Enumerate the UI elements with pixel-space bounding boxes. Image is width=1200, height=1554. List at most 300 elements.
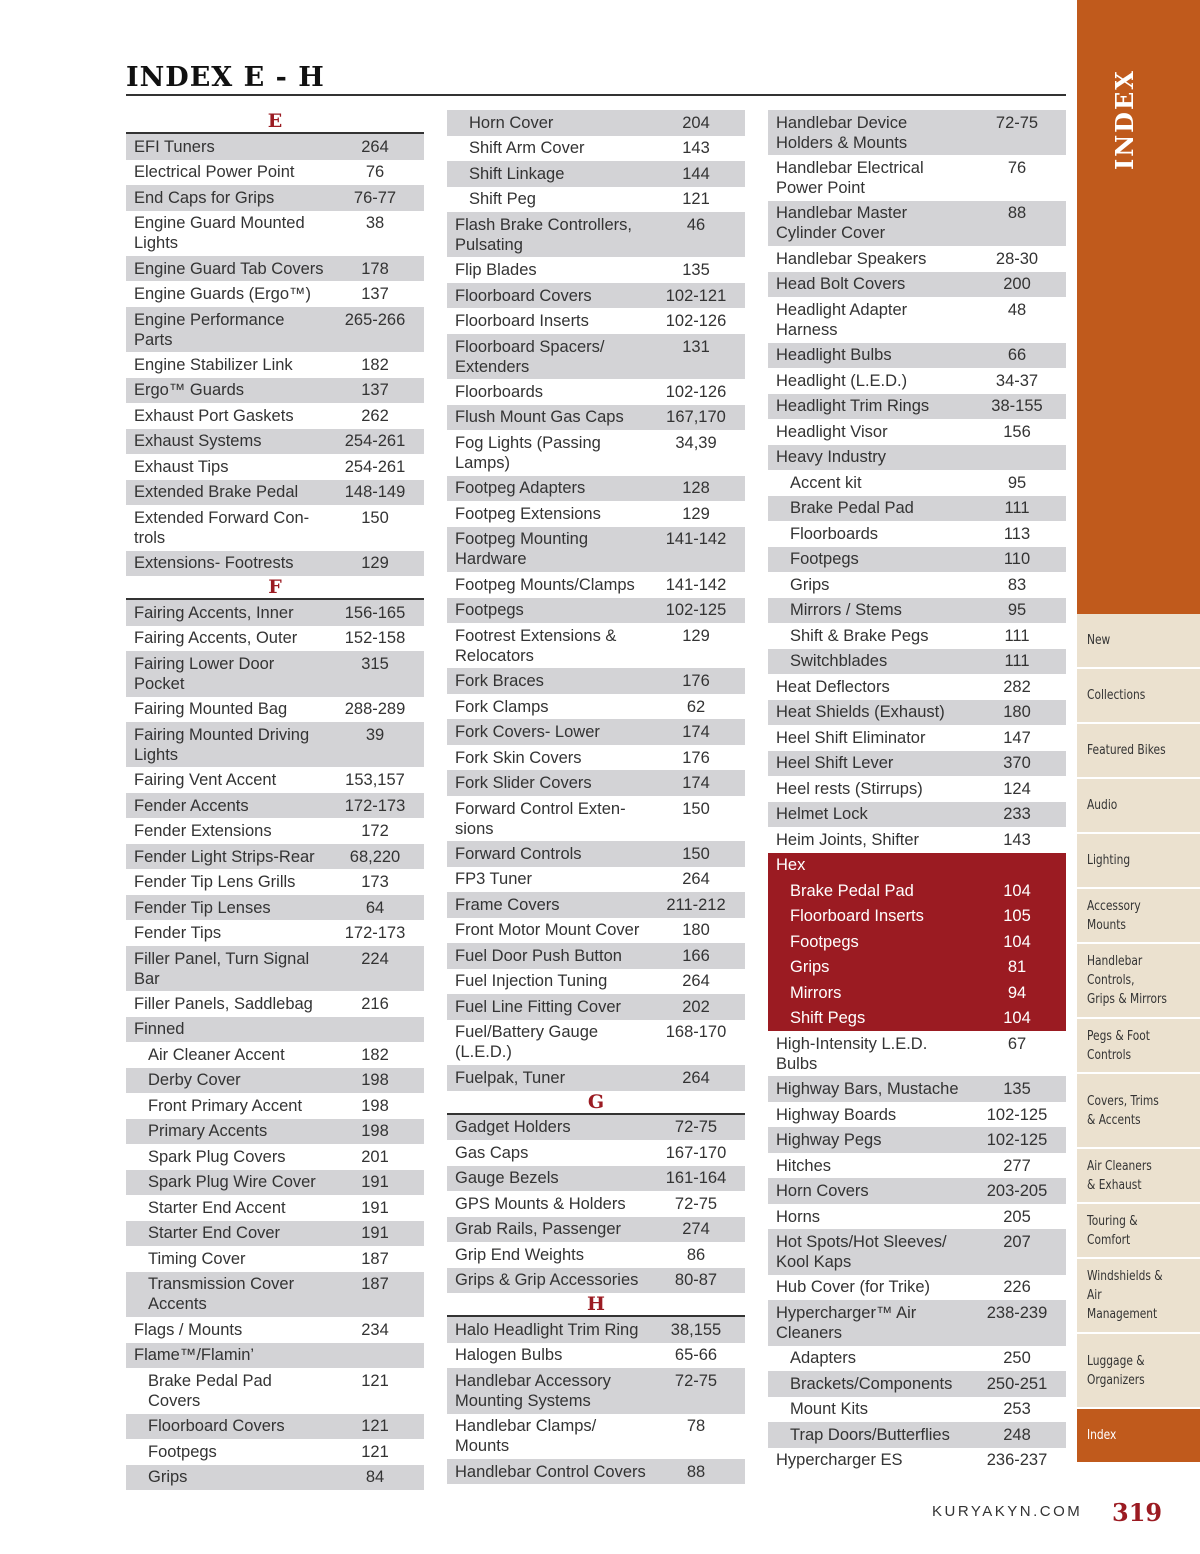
entry-name: Shift Pegs xyxy=(790,1009,866,1028)
index-entry[interactable] xyxy=(126,551,424,577)
entry-page: 144 xyxy=(682,164,710,183)
nav-item[interactable] xyxy=(1077,1409,1200,1464)
entry-name: Handlebar Clamps/ Mounts xyxy=(455,1417,597,1456)
index-entry[interactable] xyxy=(126,1068,424,1094)
entry-name: Derby Cover xyxy=(148,1071,241,1090)
entry-name: GPS Mounts & Holders xyxy=(455,1194,626,1213)
index-entry[interactable] xyxy=(768,1031,1066,1076)
index-entry[interactable] xyxy=(447,994,745,1020)
entry-name: Grip End Weights xyxy=(455,1245,585,1264)
entry-page: 111 xyxy=(1004,626,1030,645)
index-entry[interactable] xyxy=(768,1300,1066,1345)
index-entry[interactable] xyxy=(447,943,745,969)
index-column-1 xyxy=(126,110,424,1490)
index-entry[interactable] xyxy=(447,598,745,624)
index-entry[interactable] xyxy=(768,1153,1066,1179)
index-entry[interactable] xyxy=(768,470,1066,496)
entry-page: 83 xyxy=(1007,575,1027,594)
entry-page: 166 xyxy=(682,946,710,965)
entry-name: Grips & Grip Accessories xyxy=(455,1271,639,1290)
entry-name: Starter End Accent xyxy=(148,1198,286,1217)
entry-name: Handlebar Device Holders & Mounts xyxy=(776,113,908,152)
entry-name: Hex xyxy=(776,856,806,875)
nav-item-label: Windshields & Air Management xyxy=(1087,1269,1163,1322)
index-entry[interactable] xyxy=(447,1459,745,1485)
nav-item-label: Covers, Trims & Accents xyxy=(1087,1093,1159,1128)
nav-item[interactable] xyxy=(1077,614,1200,669)
nav-item[interactable] xyxy=(1077,724,1200,779)
index-entry[interactable] xyxy=(768,674,1066,700)
entry-name: Heat Deflectors xyxy=(776,677,890,696)
index-entry[interactable] xyxy=(768,1422,1066,1448)
entry-page: 68,220 xyxy=(349,847,401,866)
entry-page: 102-125 xyxy=(665,601,727,620)
entry-name: Brake Pedal Pad xyxy=(790,499,914,518)
entry-name: Fairing Accents, Outer xyxy=(134,629,298,648)
entry-name: Finned xyxy=(134,1020,185,1039)
index-entry[interactable] xyxy=(126,1465,424,1491)
entry-page: 121 xyxy=(682,190,710,209)
index-entry[interactable] xyxy=(447,841,745,867)
entry-name: Filler Panel, Turn Signal Bar xyxy=(134,949,310,988)
index-entry[interactable] xyxy=(447,1343,745,1369)
nav-item[interactable] xyxy=(1077,1334,1200,1409)
index-entry[interactable] xyxy=(126,1093,424,1119)
entry-name: Hypercharger ES xyxy=(776,1451,903,1470)
entry-name: Halo Headlight Trim Ring xyxy=(455,1320,639,1339)
entry-page: 104 xyxy=(1003,932,1031,951)
index-entry[interactable] xyxy=(447,110,745,136)
index-entry[interactable] xyxy=(447,918,745,944)
entry-page: 264 xyxy=(361,137,389,156)
index-entry[interactable] xyxy=(126,403,424,429)
entry-name: Horns xyxy=(776,1207,821,1226)
index-entry[interactable] xyxy=(768,201,1066,246)
index-entry[interactable] xyxy=(447,1414,745,1459)
index-entry[interactable] xyxy=(126,1195,424,1221)
index-entry[interactable] xyxy=(447,334,745,379)
entry-page: 76 xyxy=(1007,159,1027,178)
index-entry[interactable] xyxy=(768,1178,1066,1204)
index-entry[interactable] xyxy=(126,920,424,946)
entry-page: 64 xyxy=(365,898,385,917)
index-entry[interactable] xyxy=(126,1246,424,1272)
entry-name: Engine Guard Mounted Lights xyxy=(134,214,305,253)
index-entry[interactable] xyxy=(447,476,745,502)
index-entry[interactable] xyxy=(768,1127,1066,1153)
index-entry[interactable] xyxy=(447,1115,745,1141)
entry-name: Handlebar Accessory Mounting Systems xyxy=(455,1371,611,1410)
entry-name: Fairing Mounted Driving Lights xyxy=(134,725,310,764)
entry-page: 38-155 xyxy=(991,397,1043,416)
entry-name: Shift Linkage xyxy=(469,164,565,183)
index-entry[interactable] xyxy=(126,895,424,921)
index-entry[interactable] xyxy=(768,853,1066,879)
index-entry[interactable] xyxy=(447,1065,745,1091)
entry-name: Accent kit xyxy=(790,473,862,492)
nav-item[interactable] xyxy=(1077,1149,1200,1204)
index-entry[interactable] xyxy=(447,405,745,431)
index-entry[interactable] xyxy=(768,155,1066,200)
nav-item[interactable] xyxy=(1077,1074,1200,1149)
entry-page: 180 xyxy=(1003,703,1031,722)
entry-name: Mirrors xyxy=(790,983,842,1002)
index-entry[interactable] xyxy=(126,160,424,186)
index-entry[interactable] xyxy=(126,1272,424,1317)
index-entry[interactable] xyxy=(447,1268,745,1294)
entry-name: Headlight Bulbs xyxy=(776,346,892,365)
index-entry[interactable] xyxy=(447,694,745,720)
entry-page: 72-75 xyxy=(674,1371,718,1390)
nav-item[interactable] xyxy=(1077,1019,1200,1074)
entry-page: 167-170 xyxy=(665,1143,727,1162)
entry-name: EFI Tuners xyxy=(134,137,215,156)
index-entry[interactable] xyxy=(768,496,1066,522)
index-entry[interactable] xyxy=(126,651,424,696)
index-entry[interactable] xyxy=(126,600,424,626)
nav-item[interactable] xyxy=(1077,834,1200,889)
entry-page: 262 xyxy=(361,406,389,425)
index-entry[interactable] xyxy=(447,1217,745,1243)
entry-page: 187 xyxy=(361,1275,389,1294)
entry-page: 201 xyxy=(361,1147,389,1166)
index-entry[interactable] xyxy=(126,1017,424,1043)
section-nav xyxy=(1077,614,1200,1464)
index-entry[interactable] xyxy=(126,1317,424,1343)
letter-heading: G xyxy=(447,1091,745,1115)
entry-page: 129 xyxy=(682,626,710,645)
entry-page: 102-121 xyxy=(665,286,727,305)
index-entry[interactable] xyxy=(126,1119,424,1145)
entry-page: 200 xyxy=(1003,275,1031,294)
entry-name: FP3 Tuner xyxy=(455,870,533,889)
entry-name: Footpeg Adapters xyxy=(455,479,586,498)
nav-item-label: Accessory Mounts xyxy=(1087,898,1141,933)
index-entry[interactable] xyxy=(768,368,1066,394)
entry-page: 76-77 xyxy=(353,188,397,207)
index-entry[interactable] xyxy=(768,878,1066,904)
entry-name: Fork Slider Covers xyxy=(455,774,592,793)
index-entry[interactable] xyxy=(126,697,424,723)
entry-page: 113 xyxy=(1003,524,1031,543)
index-entry[interactable] xyxy=(126,991,424,1017)
index-entry[interactable] xyxy=(447,161,745,187)
index-entry[interactable] xyxy=(768,1006,1066,1032)
index-entry[interactable] xyxy=(126,1368,424,1413)
entry-page: 38,155 xyxy=(670,1320,722,1339)
index-entry[interactable] xyxy=(768,955,1066,981)
entry-name: Shift Peg xyxy=(469,190,536,209)
index-entry[interactable] xyxy=(768,1371,1066,1397)
index-entry[interactable] xyxy=(768,776,1066,802)
entry-page: 161-164 xyxy=(665,1169,727,1188)
entry-page: 226 xyxy=(1003,1278,1031,1297)
entry-name: Brake Pedal Pad xyxy=(790,881,914,900)
index-entry[interactable] xyxy=(768,1229,1066,1274)
index-entry[interactable] xyxy=(126,1042,424,1068)
index-entry[interactable] xyxy=(126,946,424,991)
index-entry[interactable] xyxy=(768,1448,1066,1474)
index-entry[interactable] xyxy=(447,430,745,475)
index-entry[interactable] xyxy=(447,527,745,572)
index-entry[interactable] xyxy=(768,110,1066,155)
index-entry[interactable] xyxy=(768,343,1066,369)
index-entry[interactable] xyxy=(126,844,424,870)
index-entry[interactable] xyxy=(126,1439,424,1465)
index-entry[interactable] xyxy=(768,1204,1066,1230)
index-entry[interactable] xyxy=(126,1414,424,1440)
index-entry[interactable] xyxy=(768,445,1066,471)
entry-name: Floorboards xyxy=(455,382,544,401)
entry-page: 38 xyxy=(365,214,385,233)
index-entry[interactable] xyxy=(768,929,1066,955)
entry-page: 111 xyxy=(1004,652,1030,671)
entry-page: 211-212 xyxy=(666,895,726,914)
entry-page: 173 xyxy=(361,873,389,892)
index-entry[interactable] xyxy=(768,649,1066,675)
index-entry[interactable] xyxy=(447,1242,745,1268)
entry-name: Gadget Holders xyxy=(455,1118,571,1137)
nav-item-label: Lighting xyxy=(1087,853,1131,868)
entry-name: Heel Shift Lever xyxy=(776,754,894,773)
index-entry[interactable] xyxy=(768,623,1066,649)
entry-name: Engine Performance Parts xyxy=(134,310,285,349)
index-entry[interactable] xyxy=(447,1368,745,1413)
entry-page: 143 xyxy=(1003,830,1031,849)
index-entry[interactable] xyxy=(126,1144,424,1170)
entry-name: Hot Spots/Hot Sleeves/ Kool Kaps xyxy=(776,1233,947,1272)
index-entry[interactable] xyxy=(768,802,1066,828)
entry-name: Footpegs xyxy=(455,601,524,620)
index-entry[interactable] xyxy=(447,283,745,309)
nav-item-label: Luggage & Organizers xyxy=(1087,1353,1145,1388)
index-entry[interactable] xyxy=(126,281,424,307)
index-entry[interactable] xyxy=(126,378,424,404)
entry-page: 198 xyxy=(361,1096,389,1115)
index-entry[interactable] xyxy=(126,429,424,455)
index-entry[interactable] xyxy=(447,623,745,668)
entry-page: 282 xyxy=(1003,677,1031,696)
entry-name: Grips xyxy=(790,575,830,594)
index-entry[interactable] xyxy=(768,827,1066,853)
entry-name: Footrest Extensions & Relocators xyxy=(455,626,617,665)
entry-name: Heat Shields (Exhaust) xyxy=(776,703,945,722)
entry-name: Horn Cover xyxy=(469,113,554,132)
entry-page: 102-126 xyxy=(665,382,727,401)
entry-page: 95 xyxy=(1007,601,1027,620)
entry-page: 172-173 xyxy=(344,924,406,943)
entry-name: Floorboard Inserts xyxy=(790,907,924,926)
entry-page: 180 xyxy=(682,921,710,940)
index-entry[interactable] xyxy=(126,352,424,378)
index-entry[interactable] xyxy=(447,501,745,527)
index-entry[interactable] xyxy=(126,869,424,895)
entry-name: Grab Rails, Passenger xyxy=(455,1220,621,1239)
index-entry[interactable] xyxy=(447,136,745,162)
entry-name: Headlight Trim Rings xyxy=(776,397,930,416)
entry-name: Fork Covers- Lower xyxy=(455,723,600,742)
entry-page: 248 xyxy=(1003,1425,1031,1444)
entry-page: 102-125 xyxy=(986,1131,1048,1150)
index-entry[interactable] xyxy=(768,246,1066,272)
index-entry[interactable] xyxy=(126,256,424,282)
entry-page: 203-205 xyxy=(986,1182,1048,1201)
nav-item[interactable] xyxy=(1077,889,1200,944)
entry-page: 46 xyxy=(686,215,706,234)
entry-page: 129 xyxy=(361,554,389,573)
index-entry[interactable] xyxy=(126,793,424,819)
index-entry[interactable] xyxy=(768,272,1066,298)
entry-page: 174 xyxy=(682,774,710,793)
index-entry[interactable] xyxy=(768,598,1066,624)
entry-page: 191 xyxy=(361,1198,389,1217)
entry-page: 111 xyxy=(1004,499,1030,518)
index-entry[interactable] xyxy=(126,307,424,352)
index-entry[interactable] xyxy=(768,297,1066,342)
entry-name: Fairing Vent Accent xyxy=(134,771,277,790)
index-entry[interactable] xyxy=(447,212,745,257)
index-entry[interactable] xyxy=(447,1140,745,1166)
entry-name: Footpegs xyxy=(790,932,859,951)
index-entry[interactable] xyxy=(768,547,1066,573)
entry-page: 233 xyxy=(1003,805,1031,824)
index-entry[interactable] xyxy=(126,626,424,652)
entry-page: 224 xyxy=(361,949,389,968)
entry-name: Shift Arm Cover xyxy=(469,139,585,158)
index-entry[interactable] xyxy=(447,770,745,796)
index-entry[interactable] xyxy=(768,1346,1066,1372)
entry-page: 216 xyxy=(361,994,389,1013)
entry-page: 76 xyxy=(365,163,385,182)
nav-item-label: Featured Bikes xyxy=(1087,743,1166,758)
entry-name: Exhaust Systems xyxy=(134,432,262,451)
index-entry[interactable] xyxy=(768,700,1066,726)
entry-name: Engine Stabilizer Link xyxy=(134,355,293,374)
entry-name: Extensions- Footrests xyxy=(134,554,294,573)
entry-page: 172-173 xyxy=(344,796,406,815)
entry-name: Footpeg Mounts/Clamps xyxy=(455,575,635,594)
index-entry[interactable] xyxy=(447,969,745,995)
entry-name: Mount Kits xyxy=(790,1400,868,1419)
nav-item[interactable] xyxy=(1077,944,1200,1019)
entry-page: 150 xyxy=(682,844,710,863)
index-entry[interactable] xyxy=(447,1191,745,1217)
index-entry[interactable] xyxy=(447,892,745,918)
index-entry[interactable] xyxy=(768,1076,1066,1102)
index-entry[interactable] xyxy=(447,668,745,694)
entry-page: 104 xyxy=(1003,881,1031,900)
nav-item[interactable] xyxy=(1077,669,1200,724)
index-entry[interactable] xyxy=(447,308,745,334)
index-entry[interactable] xyxy=(768,394,1066,420)
index-entry[interactable] xyxy=(768,521,1066,547)
entry-name: Fuelpak, Tuner xyxy=(455,1068,566,1087)
index-entry[interactable] xyxy=(768,572,1066,598)
entry-page: 72-75 xyxy=(995,113,1039,132)
entry-name: Fuel/Battery Gauge (L.E.D.) xyxy=(455,1023,599,1062)
index-entry[interactable] xyxy=(126,1221,424,1247)
index-entry[interactable] xyxy=(126,1170,424,1196)
index-entry[interactable] xyxy=(768,725,1066,751)
entry-page: 88 xyxy=(686,1462,706,1481)
index-entry[interactable] xyxy=(447,257,745,283)
nav-item[interactable] xyxy=(1077,1204,1200,1259)
index-entry[interactable] xyxy=(447,1166,745,1192)
index-entry[interactable] xyxy=(768,1397,1066,1423)
index-entry[interactable] xyxy=(447,745,745,771)
index-entry[interactable] xyxy=(126,480,424,506)
index-entry[interactable] xyxy=(768,980,1066,1006)
index-entry[interactable] xyxy=(447,379,745,405)
entry-name: Fender Accents xyxy=(134,796,249,815)
entry-page: 81 xyxy=(1007,958,1027,977)
entry-page: 254-261 xyxy=(344,457,406,476)
index-entry[interactable] xyxy=(447,187,745,213)
entry-page: 178 xyxy=(361,259,389,278)
index-entry[interactable] xyxy=(126,767,424,793)
entry-page: 137 xyxy=(361,381,389,400)
index-entry[interactable] xyxy=(447,1020,745,1065)
index-entry[interactable] xyxy=(768,751,1066,777)
entry-page: 66 xyxy=(1007,346,1027,365)
entry-name: Exhaust Tips xyxy=(134,457,229,476)
index-entry[interactable] xyxy=(768,1275,1066,1301)
index-entry[interactable] xyxy=(768,1102,1066,1128)
entry-page: 124 xyxy=(1003,779,1031,798)
index-entry[interactable] xyxy=(126,454,424,480)
index-entry[interactable] xyxy=(126,818,424,844)
index-entry[interactable] xyxy=(126,185,424,211)
index-entry[interactable] xyxy=(768,904,1066,930)
letter-heading: H xyxy=(447,1293,745,1317)
index-entry[interactable] xyxy=(126,722,424,767)
entry-name: Grips xyxy=(790,958,830,977)
index-entry[interactable] xyxy=(768,419,1066,445)
index-entry[interactable] xyxy=(126,211,424,256)
entry-page: 236-237 xyxy=(986,1451,1048,1470)
index-entry[interactable] xyxy=(126,505,424,550)
entry-name: Shift & Brake Pegs xyxy=(790,626,929,645)
entry-page: 128 xyxy=(682,479,710,498)
entry-page: 80-87 xyxy=(674,1271,718,1290)
index-entry[interactable] xyxy=(447,572,745,598)
entry-page: 147 xyxy=(1003,728,1031,747)
entry-name: Floorboard Inserts xyxy=(455,312,589,331)
index-entry[interactable] xyxy=(447,1317,745,1343)
index-entry[interactable] xyxy=(447,719,745,745)
index-entry[interactable] xyxy=(126,1343,424,1369)
entry-name: Exhaust Port Gaskets xyxy=(134,406,294,425)
entry-page: 150 xyxy=(682,799,710,818)
entry-name: Gas Caps xyxy=(455,1143,529,1162)
entry-page: 205 xyxy=(1003,1207,1031,1226)
entry-page: 204 xyxy=(682,113,710,132)
entry-name: Footpeg Extensions xyxy=(455,504,601,523)
entry-page: 105 xyxy=(1003,907,1031,926)
nav-item[interactable] xyxy=(1077,1259,1200,1334)
entry-name: Highway Pegs xyxy=(776,1131,882,1150)
entry-page: 102-126 xyxy=(665,312,727,331)
index-entry[interactable] xyxy=(447,796,745,841)
index-entry[interactable] xyxy=(447,867,745,893)
letter-heading: F xyxy=(126,576,424,600)
index-entry[interactable] xyxy=(126,134,424,160)
entry-page: 148-149 xyxy=(344,483,406,502)
entry-page: 152-158 xyxy=(344,629,406,648)
footer-url[interactable]: KURYAKYN.COM xyxy=(932,1503,1083,1520)
entry-page: 131 xyxy=(682,337,710,356)
nav-item[interactable] xyxy=(1077,779,1200,834)
